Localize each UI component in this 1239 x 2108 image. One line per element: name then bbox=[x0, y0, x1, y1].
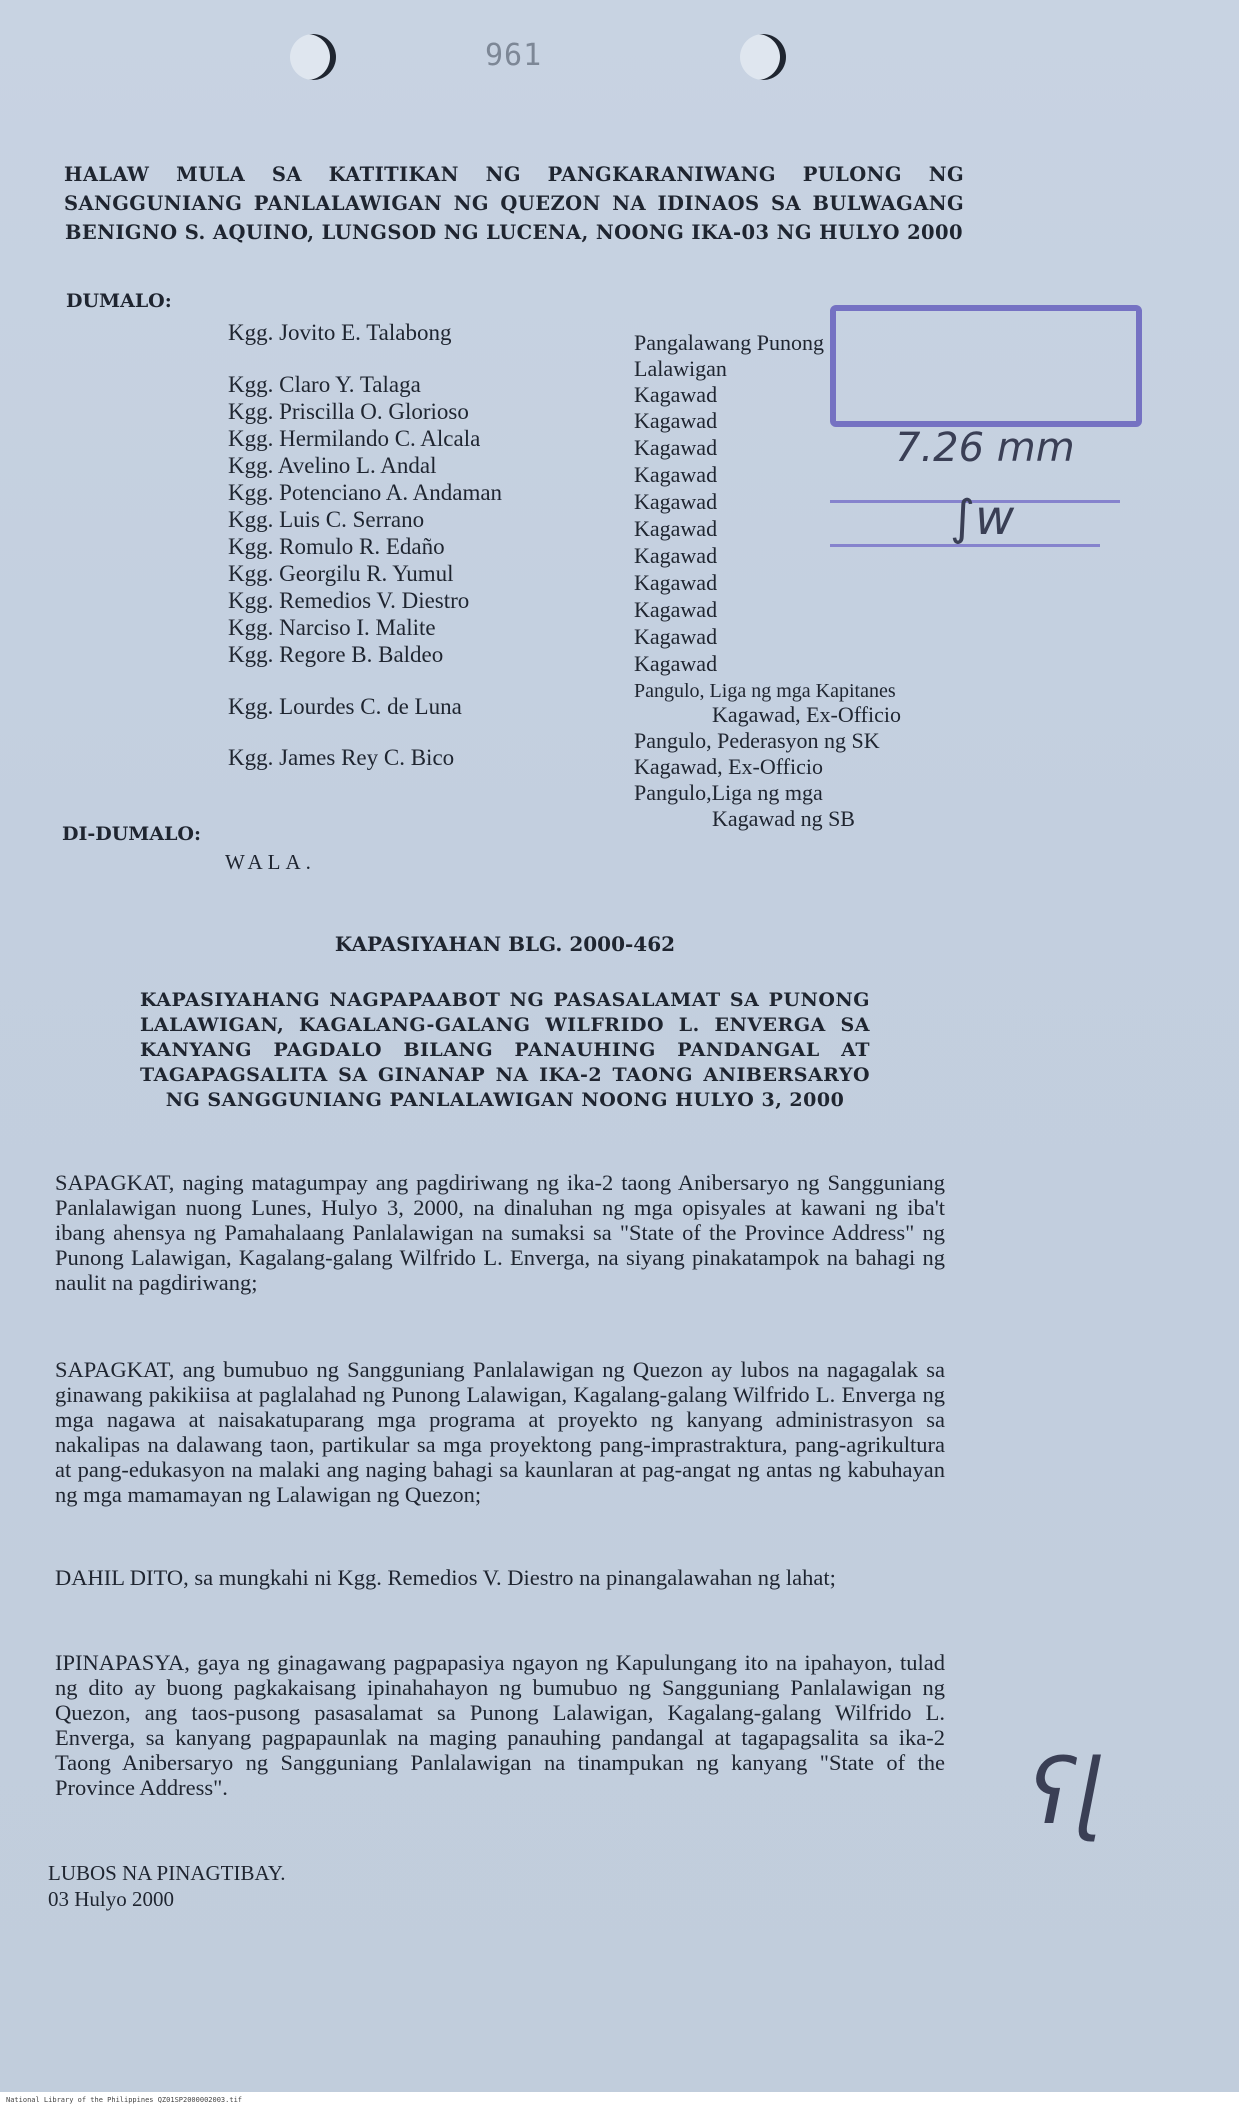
attendee-role: Lalawigan bbox=[634, 356, 727, 381]
header-title: HALAW MULA SA KATITIKAN NG PANGKARANIWANG PULONG NG SANGGUNIANG PANLALAWIGAN NG QUEZON NA IDINAOS SA BULWAGANG BENIGNO S. AQUINO, LUNGSOD NG LUCENA, NOONG IKA-03 NG HULYO 2000 bbox=[64, 163, 964, 244]
attendee-role: Kagawad ng SB bbox=[712, 806, 855, 831]
attendee-name: Kgg. Avelino L. Andal bbox=[228, 453, 437, 478]
attendee-name: Kgg. Potenciano A. Andaman bbox=[228, 480, 503, 505]
attendee-name: Kgg. Jovito E. Talabong bbox=[228, 320, 452, 345]
attendee-name: Kgg. Regore B. Baldeo bbox=[228, 642, 444, 667]
attendee-role: Kagawad, Ex-Officio bbox=[634, 754, 823, 779]
absent-label: DI-DUMALO: bbox=[62, 823, 201, 845]
footer: National Library of the Philippines QZ01SP2000002003.tif bbox=[0, 2092, 1239, 2108]
attendee-role: Pangalawang Punong bbox=[634, 330, 825, 355]
attendee-name: Kgg. Lourdes C. de Luna bbox=[228, 694, 462, 719]
attendee-role: Pangulo,Liga ng mga bbox=[634, 780, 823, 805]
present-label: DUMALO: bbox=[66, 290, 172, 312]
attendee-name: Kgg. Claro Y. Talaga bbox=[228, 372, 421, 397]
attendee-role: Kagawad bbox=[634, 489, 718, 514]
attendee-role: Kagawad bbox=[634, 462, 718, 487]
attendee-role: Kagawad bbox=[634, 543, 718, 568]
approval-date: 03 Hulyo 2000 bbox=[48, 1887, 174, 1911]
margin-signature: ʕɭ bbox=[1030, 1740, 1101, 1845]
punch-hole-left bbox=[290, 34, 336, 80]
attendee-role: Kagawad bbox=[634, 516, 718, 541]
initial-signature: ∫w bbox=[950, 490, 1015, 546]
attendee-role: Kagawad bbox=[634, 651, 718, 676]
attendee-role: Pangulo, Pederasyon ng SK bbox=[634, 728, 880, 753]
absent-value: WALA. bbox=[225, 850, 316, 874]
resolution-number: KAPASIYAHAN BLG. 2000-462 bbox=[334, 932, 676, 956]
resolution-title: KAPASIYAHANG NAGPAPAABOT NG PASASALAMAT SA PUNONG LALAWIGAN, KAGALANG-GALANG WILFRIDO L. ENVERGA SA KANYANG PAGDALO BILANG PANAUHING PANDANGAL AT TAGAPAGSALITA SA GINANAP NA IKA-2 TAONG ANIBERSARYO NG SANGGUNIANG PANLALAWIGAN NOONG HULYO 3, 2000 bbox=[140, 989, 870, 1111]
whereas-paragraph-1: SAPAGKAT, naging matagumpay ang pagdiriwang ng ika-2 taong Anibersaryo ng Sangguniang Panlalawigan nuong Lunes, Hulyo 3, 2000, na dinaluhan ng mga opisyales at kawani ng iba't ibang ahensya ng Pamahalaang Panlalawigan na sumaksi sa "State of the Province Address" ng Punong Lalawigan, Kagalang-galang Wilfrido L. Enverga, na siyang pinakatampok na bahagi ng naulit na pagdiriwang; bbox=[55, 1170, 945, 1295]
whereas-paragraph-2: SAPAGKAT, ang bumubuo ng Sangguniang Panlalawigan ng Quezon ay lubos na nagagalak sa ginawang pakikiisa at paglalahad ng Punong Lalawigan, Kagalang-galang Wilfrido L. Enverga ng mga nagawa at naisakatuparang mga programa at proyekto ng kanyang administrasyon sa nakalipas na dalawang taon, partikular sa mga proyektong pang-imprastraktura, pang-agrikultura at pang-edukasyon na malaki ang naging bahagi sa kaunlaran at pag-angat ng antas ng kabuhayan ng mga mamamayan ng Lalawigan ng Quezon; bbox=[55, 1357, 945, 1507]
attendee-role: Kagawad bbox=[634, 382, 718, 407]
attendee-role: Kagawad bbox=[634, 624, 718, 649]
attendee-name: Kgg. James Rey C. Bico bbox=[228, 745, 455, 770]
attendee-role: Kagawad bbox=[634, 435, 718, 460]
attendee-name: Kgg. Luis C. Serrano bbox=[228, 507, 425, 532]
attendee-role: Kagawad bbox=[634, 597, 718, 622]
therefore-paragraph: DAHIL DITO, sa mungkahi ni Kgg. Remedios V. Diestro na pinangalawahan ng lahat; bbox=[55, 1565, 836, 1590]
received-stamp bbox=[830, 305, 1142, 427]
attendee-name: Kgg. Georgilu R. Yumul bbox=[228, 561, 454, 586]
attendee-name: Kgg. Narciso I. Malite bbox=[228, 615, 436, 640]
resolved-paragraph: IPINAPASYA, gaya ng ginagawang pagpapasiya ngayon ng Kapulungang ito na ipahayon, tulad ng dito ay buong pagkakaisang ipinahahayon ng bumubuo ng Sangguniang Panlalawigan ng Quezon, ang taos-pusong pasasalamat sa Punong Lalawigan, Kagalang-galang Wilfrido L. Enverga, sa kanyang pagpapaunlak na maging panauhing pandangal at tagapagsalita sa ika-2 Taong Anibersaryo ng Sangguniang Panlalawigan na tinampukan ng kanyang "State of the Province Address". bbox=[55, 1650, 945, 1800]
attendee-name: Kgg. Priscilla O. Glorioso bbox=[228, 399, 469, 424]
attendee-role: Pangulo, Liga ng mga Kapitanes bbox=[634, 680, 896, 702]
punch-hole-right bbox=[740, 34, 786, 80]
stamp-handwriting: 7.26 mm bbox=[895, 425, 1075, 471]
approval-block bbox=[48, 1860, 285, 1912]
attendee-name: Kgg. Remedios V. Diestro bbox=[228, 588, 470, 613]
approval-text: LUBOS NA PINAGTIBAY. bbox=[48, 1861, 286, 1885]
attendee-role: Kagawad bbox=[634, 570, 718, 595]
attendee-name: Kgg. Hermilando C. Alcala bbox=[228, 426, 481, 451]
page-number: 961 bbox=[485, 38, 543, 73]
attendee-name: Kgg. Romulo R. Edaño bbox=[228, 534, 445, 559]
attendee-role: Kagawad, Ex-Officio bbox=[712, 702, 901, 727]
attendee-role: Kagawad bbox=[634, 408, 718, 433]
